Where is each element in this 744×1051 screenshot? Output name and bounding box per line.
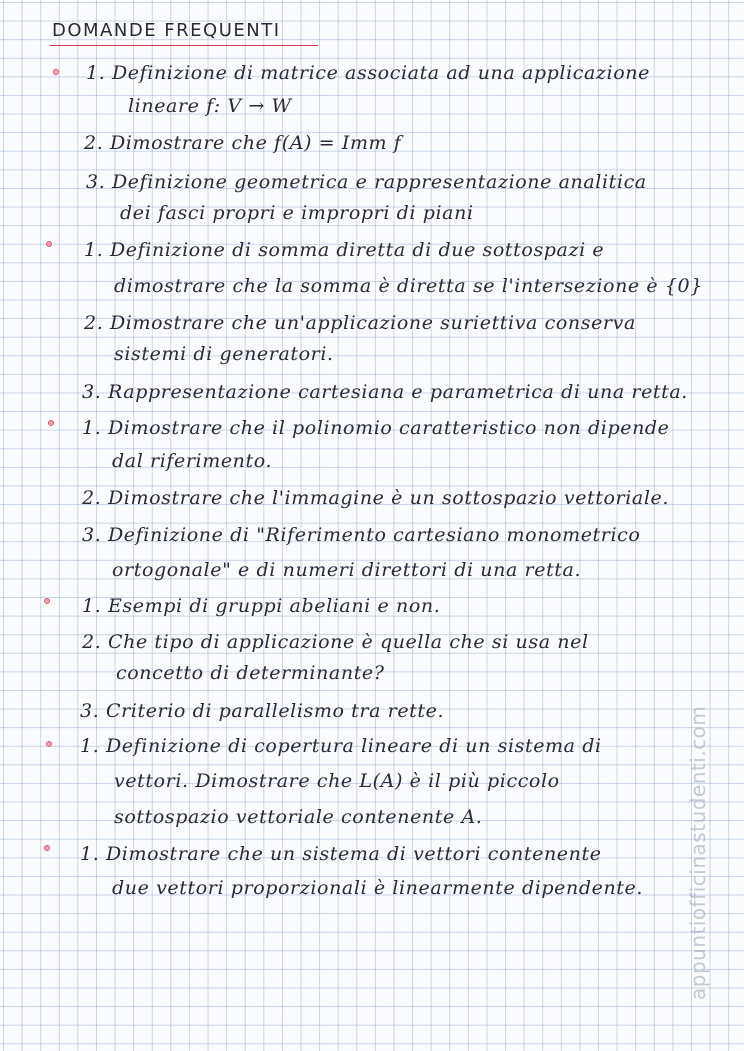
watermark: appuntiofficinastudenti.com <box>686 705 710 1000</box>
bullet-dot <box>46 741 52 747</box>
question-line: 1. Dimostrare che il polinomio caratteristico non dipende <box>82 417 670 439</box>
question-line: 2. Dimostrare che l'immagine è un sottospazio vettoriale. <box>82 487 669 509</box>
page-title: DOMANDE FREQUENTI <box>52 20 281 41</box>
question-line: ortogonale" e di numeri direttori di una retta. <box>112 559 582 581</box>
question-line: lineare f: V → W <box>128 95 292 117</box>
bullet-dot <box>48 420 54 426</box>
bullet-dot <box>46 241 52 247</box>
question-line: 1. Definizione di copertura lineare di un sistema di <box>80 735 602 757</box>
question-line: concetto di determinante? <box>116 662 385 684</box>
question-line: 3. Definizione di "Riferimento cartesiano monometrico <box>82 524 641 546</box>
question-line: 1. Dimostrare che un sistema di vettori contenente <box>80 843 602 865</box>
question-line: 2. Che tipo di applicazione è quella che si usa nel <box>82 631 589 653</box>
question-line: sistemi di generatori. <box>114 343 334 365</box>
question-line: due vettori proporzionali è linearmente dipendente. <box>112 877 644 899</box>
question-line: sottospazio vettoriale contenente A. <box>114 806 483 828</box>
question-line: 3. Rappresentazione cartesiana e parametrica di una retta. <box>82 381 688 403</box>
bullet-dot <box>44 598 50 604</box>
question-line: dimostrare che la somma è diretta se l'intersezione è {0} <box>114 275 703 297</box>
question-line: 2. Dimostrare che f(A) = Imm f <box>84 132 402 154</box>
question-line: 1. Esempi di gruppi abeliani e non. <box>82 595 441 617</box>
title-underline <box>50 45 318 46</box>
question-line: vettori. Dimostrare che L(A) è il più piccolo <box>114 770 560 792</box>
question-line: 1. Definizione di matrice associata ad una applicazione <box>86 62 650 84</box>
question-line: dei fasci propri e impropri di piani <box>120 202 474 224</box>
question-line: 1. Definizione di somma diretta di due sottospazi e <box>84 239 605 261</box>
bullet-dot <box>44 845 50 851</box>
question-line: 3. Criterio di parallelismo tra rette. <box>80 700 445 722</box>
bullet-dot <box>53 69 59 75</box>
question-line: 3. Definizione geometrica e rappresentazione analitica <box>86 171 647 193</box>
question-line: 2. Dimostrare che un'applicazione suriettiva conserva <box>84 312 636 334</box>
question-line: dal riferimento. <box>112 450 273 472</box>
